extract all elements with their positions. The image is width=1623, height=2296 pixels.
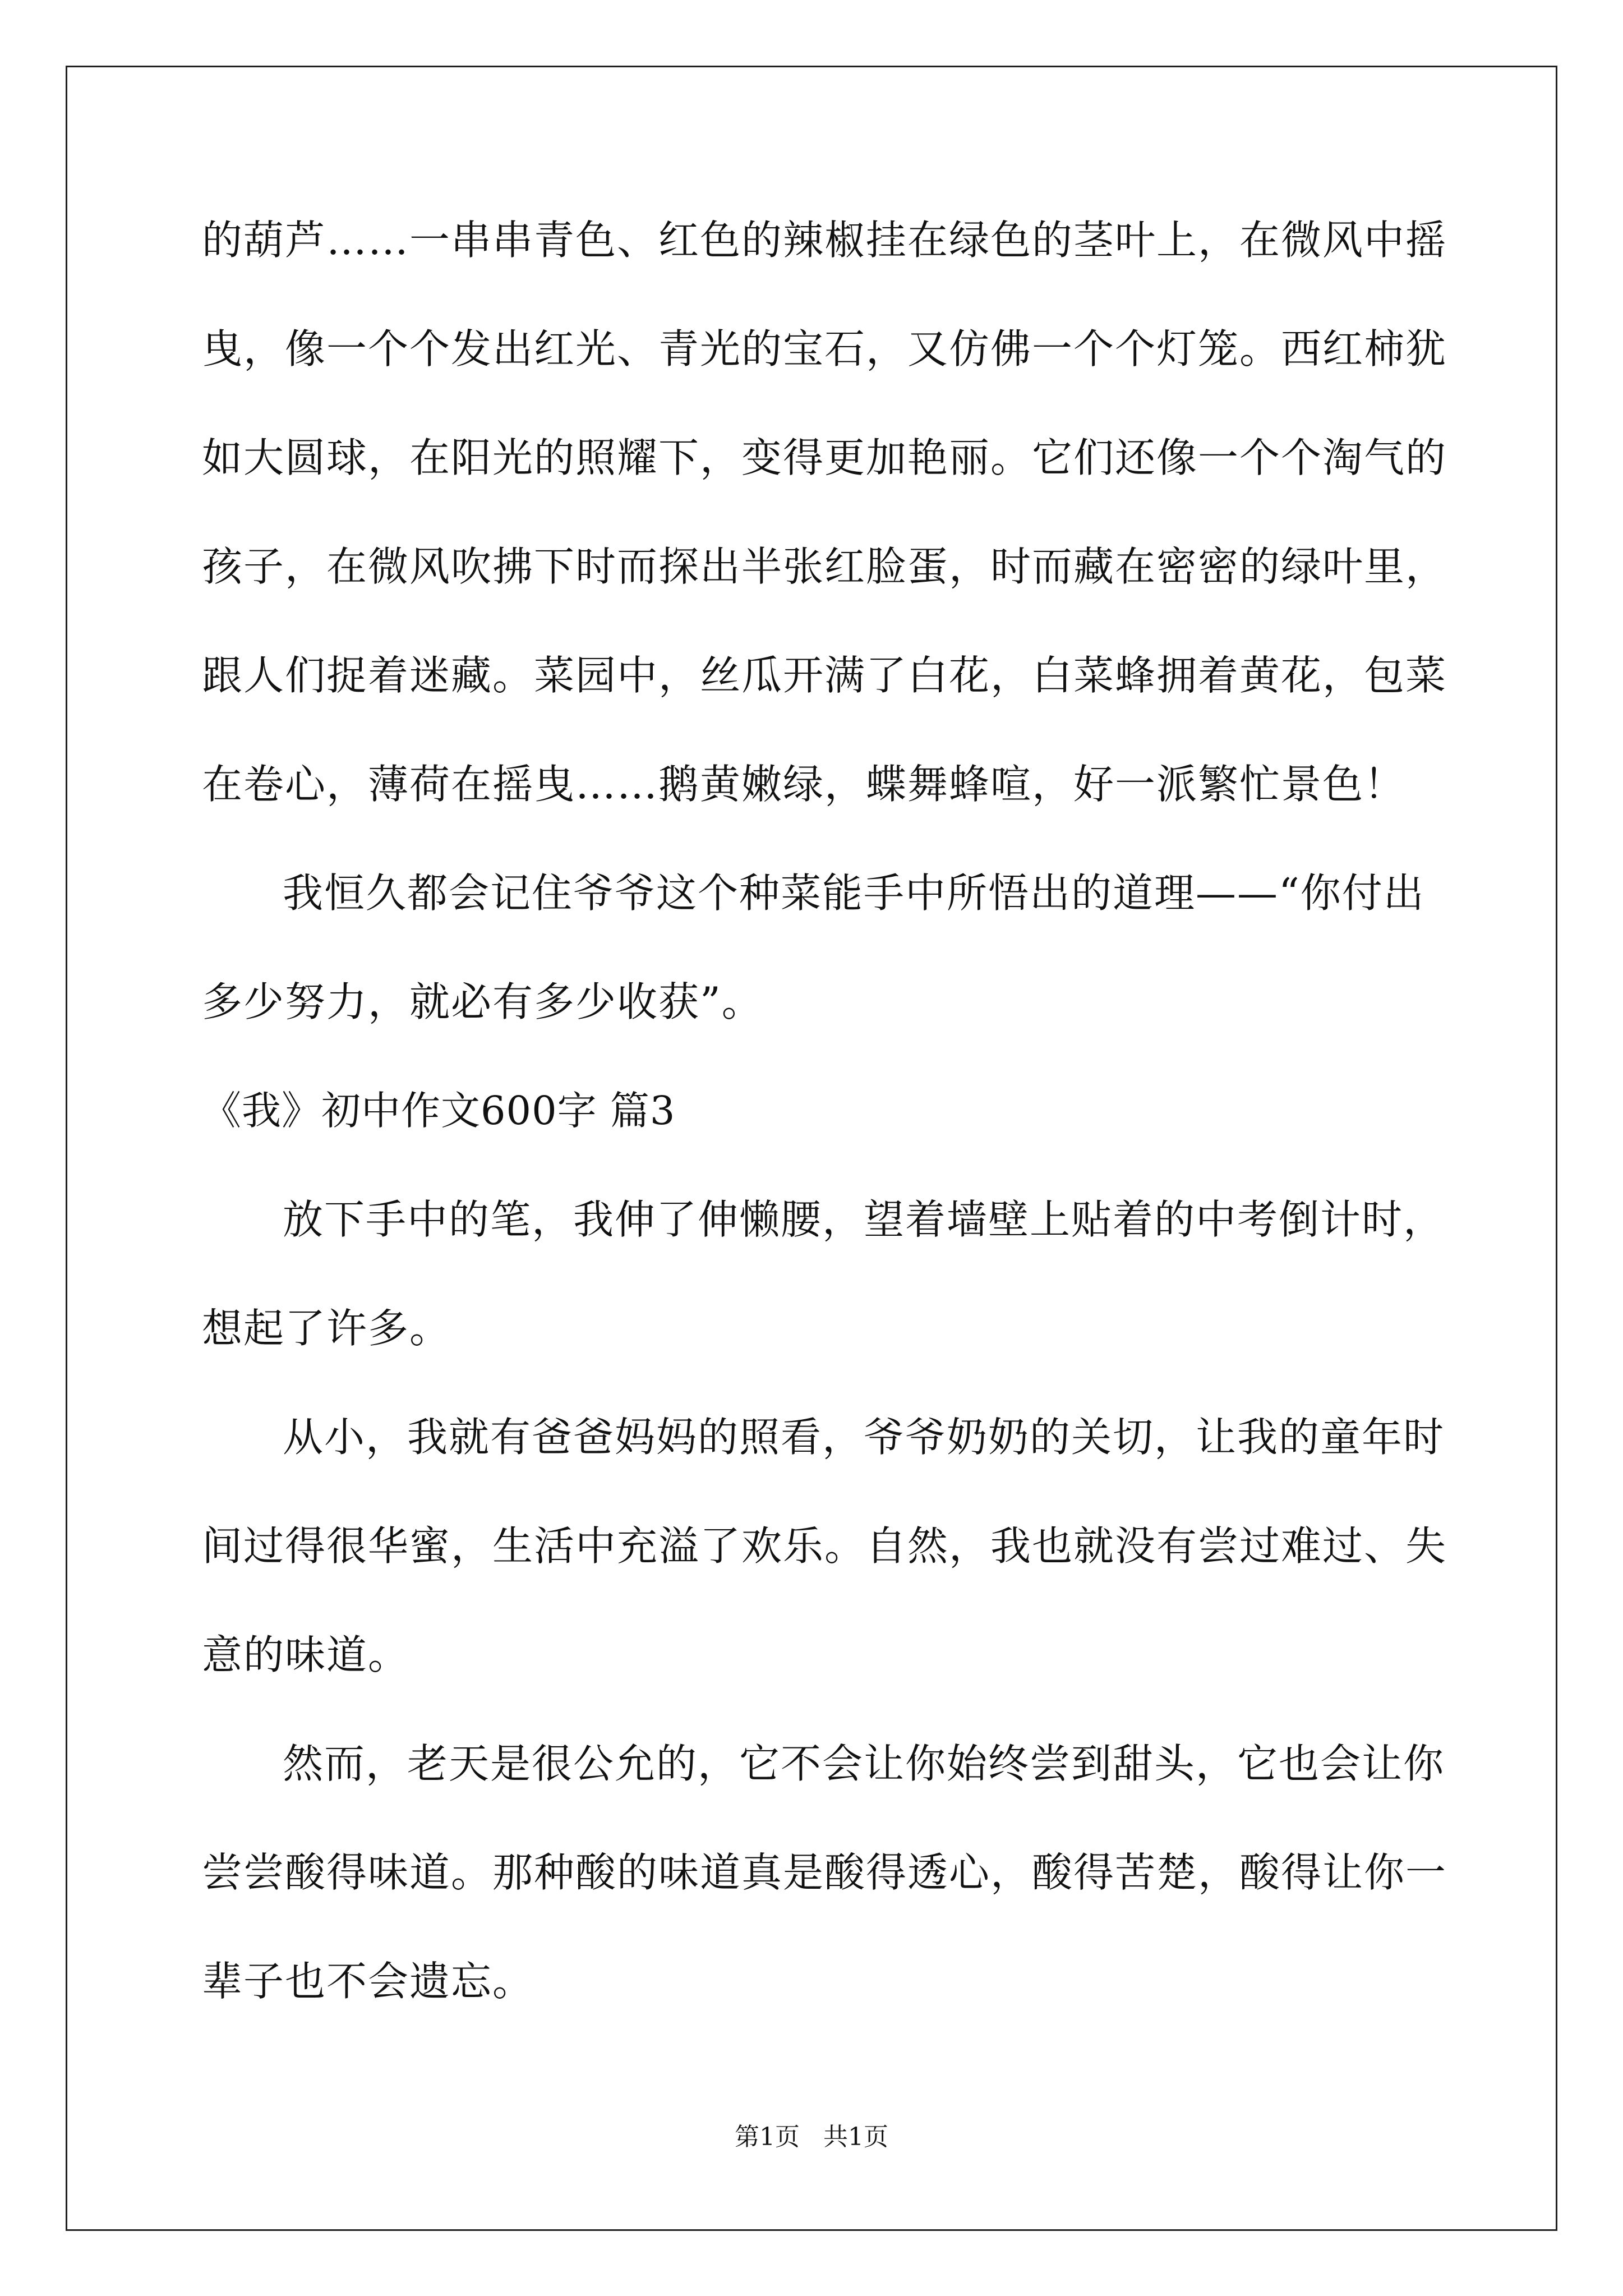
text-line-7: 我恒久都会记住爷爷这个种菜能手中所悟出的道理——“你付出 (283, 869, 1425, 917)
text-line-3: 如大圆球，在阳光的照耀下，变得更加艳丽。它们还像一个个淘气的 (202, 434, 1447, 481)
text-line-4: 孩子，在微风吹拂下时而探出半张红脸蛋，时而藏在密密的绿叶里， (202, 543, 1447, 590)
text-line-10: 放下手中的笔，我伸了伸懒腰，望着墙壁上贴着的中考倒计时， (283, 1196, 1445, 1243)
page-number: 第1页 (735, 2123, 800, 2151)
text-line-14: 意的味道。 (202, 1631, 410, 1678)
text-line-13: 间过得很华蜜，生活中充溢了欢乐。自然，我也就没有尝过难过、失 (202, 1522, 1447, 1570)
page-total: 共1页 (823, 2123, 888, 2151)
text-line-8: 多少努力，就必有多少收获”。 (202, 978, 763, 1025)
page-footer (0, 2120, 1623, 2154)
text-line-16: 尝尝酸得味道。那种酸的味道真是酸得透心，酸得苦楚，酸得让你一 (202, 1849, 1447, 1896)
text-line-5: 跟人们捉着迷藏。菜园中，丝瓜开满了白花，白菜蜂拥着黄花，包菜 (202, 652, 1447, 699)
page-border (66, 66, 1557, 2231)
text-line-2: 曳，像一个个发出红光、青光的宝石，又仿佛一个个灯笼。西红柿犹 (202, 325, 1447, 372)
text-line-12: 从小，我就有爸爸妈妈的照看，爷爷奶奶的关切，让我的童年时 (283, 1414, 1445, 1461)
text-line-15: 然而，老天是很公允的，它不会让你始终尝到甜头，它也会让你 (283, 1740, 1445, 1787)
text-line-11: 想起了许多。 (202, 1305, 451, 1352)
text-line-6: 在卷心，薄荷在摇曳……鹅黄嫩绿，蝶舞蜂喧，好一派繁忙景色！ (202, 761, 1406, 808)
section-heading: 《我》初中作文600字 篇3 (202, 1088, 676, 1134)
text-line-1: 的葫芦……一串串青色、红色的辣椒挂在绿色的茎叶上，在微风中摇 (202, 217, 1447, 264)
text-line-17: 辈子也不会遗忘。 (202, 1958, 534, 2005)
